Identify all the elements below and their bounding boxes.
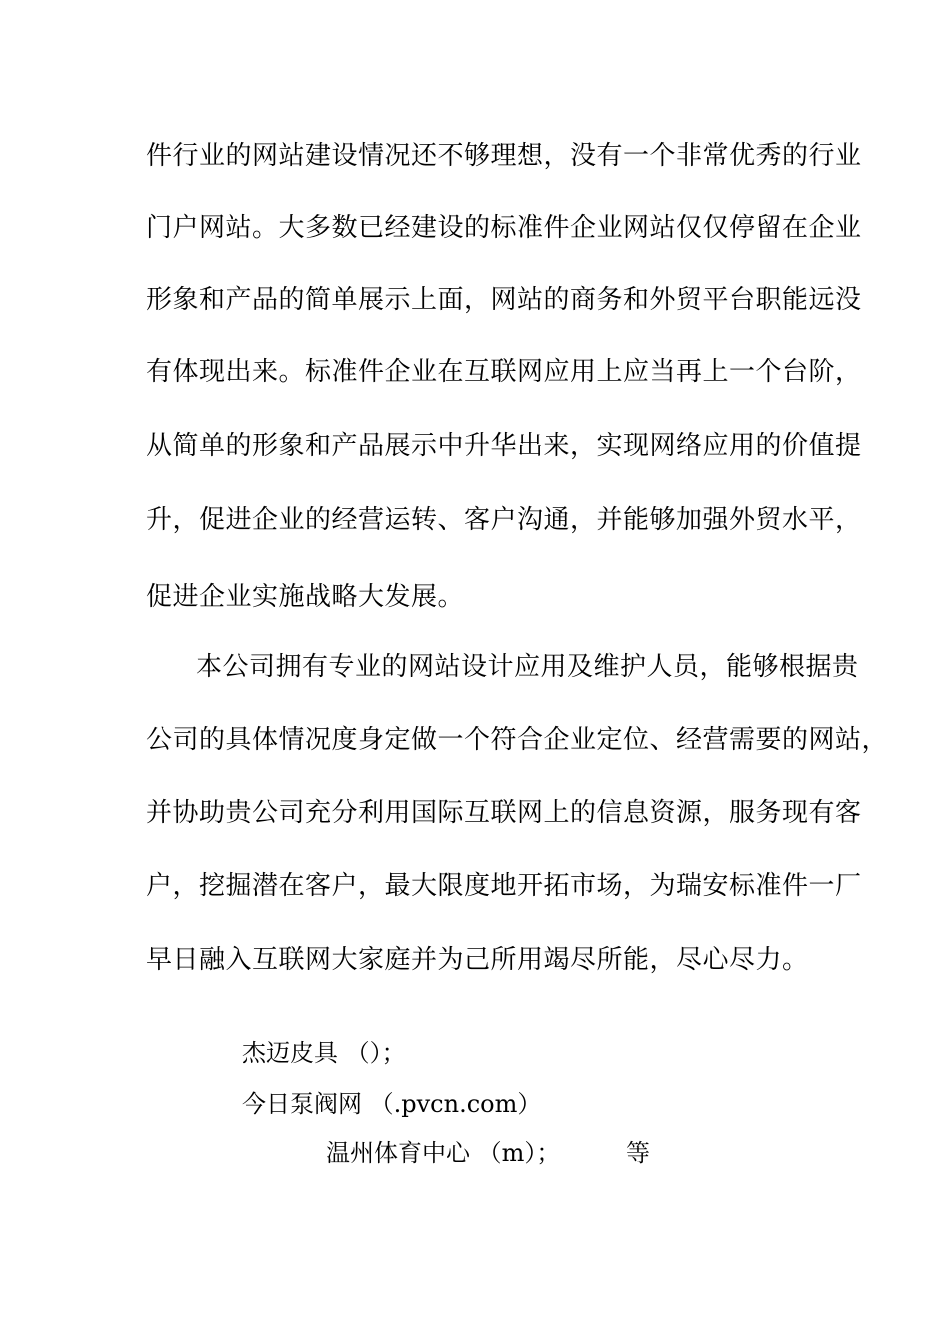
text-line: 并协助贵公司充分利用国际互联网上的信息资源，服务现有客 [146,798,862,828]
text-line: 升，促进企业的经营运转、客户沟通，并能够加强外贸水平， [146,505,862,535]
reference-suffix: 等 [626,1139,650,1167]
text-line: 形象和产品的简单展示上面，网站的商务和外贸平台职能远没 [146,285,862,315]
text-line: 公司的具体情况度身定做一个符合企业定位、经营需要的网站， [146,725,889,755]
text-line: 件行业的网站建设情况还不够理想，没有一个非常优秀的行业 [146,141,862,171]
reference-item: 温州体育中心 （m）； [326,1139,561,1167]
text-line: 有体现出来。标准件企业在互联网应用上应当再上一个台阶， [146,357,862,387]
text-line: 户，挖掘潜在客户，最大限度地开拓市场，为瑞安标准件一厂 [146,871,862,901]
text-line: 门户网站。大多数已经建设的标准件企业网站仅仅停留在企业 [146,213,862,243]
text-line-indented: 本公司拥有专业的网站设计应用及维护人员，能够根据贵 [196,652,859,682]
text-line: 早日融入互联网大家庭并为己所用竭尽所能，尽心尽力。 [146,945,809,975]
reference-item: 今日泵阀网 （.pvcn.com） [242,1090,542,1118]
text-line: 从简单的形象和产品展示中升华出来，实现网络应用的价值提 [146,431,862,461]
reference-item: 杰迈皮具 （）； [242,1039,406,1067]
text-line: 促进企业实施战略大发展。 [146,582,465,612]
